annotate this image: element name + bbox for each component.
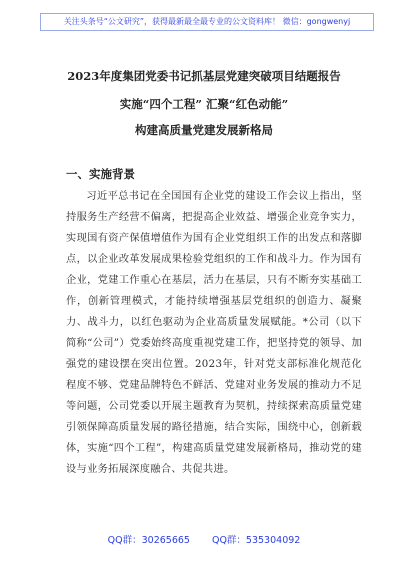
report-subtitle-2: 构建高质量党建发展新格局: [135, 123, 273, 137]
report-subtitle: 实施“四个工程” 汇聚“红色动能”: [119, 97, 289, 111]
header-banner: 关注头条号“公文研究”，获得最新最全最专业的公文资料库！ 微信：gongwenyj: [40, 13, 374, 31]
footer-qq-group-1: QQ群：30265665: [107, 535, 190, 546]
footer-contact: [0, 532, 408, 546]
section-heading: 一、实施背景: [66, 167, 135, 181]
footer-qq-group-2: QQ群：535304092: [211, 535, 301, 546]
body-paragraph: 习近平总书记在全国国有企业党的建设工作会议上指出，坚持服务生产经营不偏离，把提高企业效益、增强企业竞争实力，实现国有资产保值增值作为国有企业党组织工作的出发点和落脚点，以企业改革发展成果检验党组织的工作和战斗力。作为国有企业，党建工作重心在基层，活力在基层，只有不断夯实基础工作，创新管理模式，才能持续增强基层党组织的创造力、凝聚力、战斗力，以红色驱动为企业高质量发展赋能。*公司（以下简称“公司”）党委始终高度重视党建工作，把坚持党的领导、加强党的建设摆在突出位置。2023年，针对党支部标准化规范化程度不够、党建品牌特色不鲜活、党建对业务发展的推动力不足等问题，公司党委以开展主题教育为契机，持续探索高质量党建引领保障高质量发展的路径措施，结合实际，围绕中心，创新载体，实施“四个工程”，构建高质量党建发展新格局，推动党的建设与业务拓展深度融合、共促共进。: [66, 191, 362, 475]
report-title: 2023年度集团党委书记抓基层党建突破项目结题报告: [67, 69, 341, 83]
